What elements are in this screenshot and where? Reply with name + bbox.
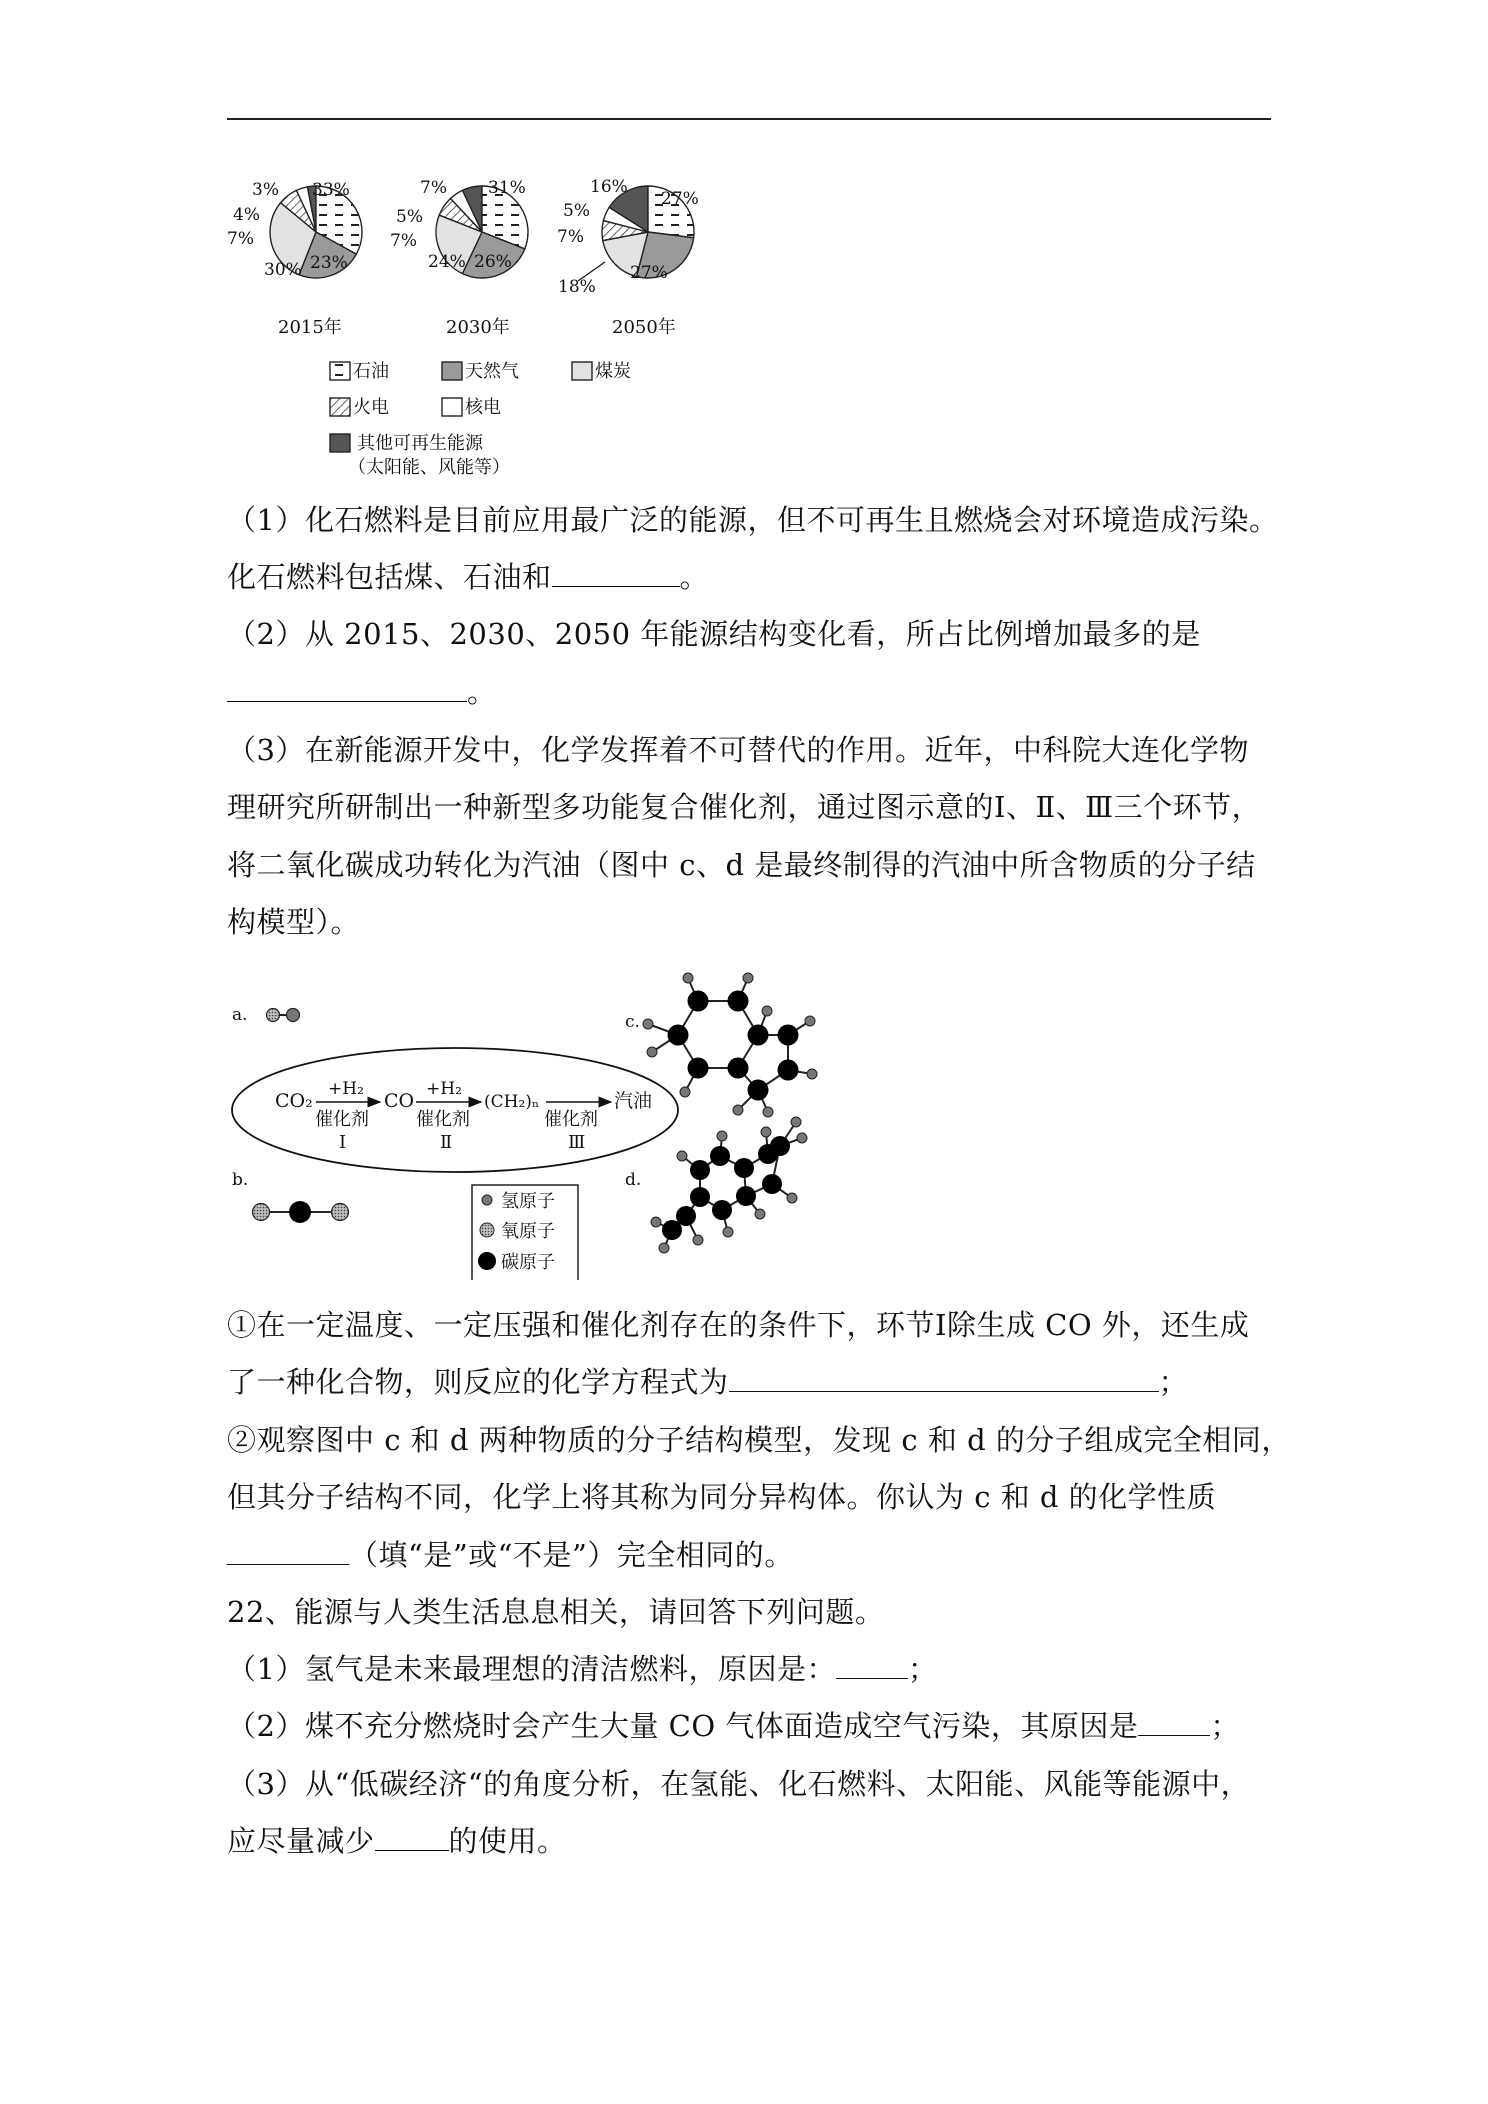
- legend-thermal: 火电: [353, 397, 389, 418]
- co2-formula: CO₂: [275, 1090, 313, 1112]
- q3-line4: 构模型）。: [227, 905, 361, 939]
- q3-sub2-line3-text: （填“是”或“不是”）完全相同的。: [349, 1538, 794, 1572]
- co-formula: CO: [384, 1090, 415, 1112]
- molecule-d: [651, 1117, 807, 1253]
- molecule-a: [267, 1009, 300, 1022]
- label-2030-thermal: 7%: [390, 231, 417, 251]
- q3-sub1-line2-end: ；: [1158, 1365, 1189, 1399]
- label-2050-nuclear: 5%: [563, 201, 590, 221]
- q22-p3-blank[interactable]: [375, 1822, 449, 1851]
- label-2050-gas: 27%: [630, 263, 668, 283]
- label-2050-oil: 27%: [661, 189, 699, 209]
- legend-oil: 石油: [353, 361, 389, 382]
- molecule-b: [253, 1201, 349, 1223]
- gasoline-label: 汽油: [614, 1090, 653, 1112]
- label-d: d.: [625, 1170, 642, 1190]
- q1-line2-end: 。: [679, 560, 710, 594]
- q3-sub2-line3: [227, 1535, 794, 1575]
- step-2: Ⅱ: [440, 1132, 453, 1153]
- q22-p2: [227, 1706, 1240, 1746]
- q3-sub2-line2: 但其分子结构不同，化学上将其称为同分异构体。你认为 c 和 d 的化学性质: [227, 1480, 1217, 1514]
- molecule-c: [643, 973, 817, 1117]
- cat-2: 催化剂: [416, 1109, 470, 1130]
- q1-line1: （1）化石燃料是目前应用最广泛的能源，但不可再生且燃烧会对环境造成污染。: [227, 503, 1279, 537]
- label-2015-thermal: 7%: [227, 229, 254, 249]
- label-2015-oil: 33%: [312, 180, 350, 200]
- label-2015-gas: 23%: [310, 253, 348, 273]
- q22-p1-end: ；: [907, 1652, 938, 1686]
- label-2050-thermal: 7%: [557, 227, 584, 247]
- q1-answer-blank[interactable]: [552, 558, 680, 587]
- label-2015-nuclear: 4%: [233, 205, 260, 225]
- equation-answer-blank[interactable]: [729, 1363, 1159, 1392]
- legend-other-note: （太阳能、风能等）: [348, 457, 510, 478]
- label-b: b.: [232, 1170, 249, 1190]
- q22-p3-line1: （3）从“低碳经济“的角度分析，在氢能、化石燃料、太阳能、风能等能源中，: [227, 1767, 1251, 1801]
- label-2050-other: 16%: [590, 177, 628, 197]
- atom-legend: [472, 1185, 578, 1280]
- step-3: Ⅲ: [568, 1132, 586, 1153]
- q3-sub1-line1: ①在一定温度、一定压强和催化剂存在的条件下，环节Ⅰ除生成 CO 外，还生成: [227, 1308, 1250, 1342]
- q22-p3-line2-end: 的使用。: [448, 1824, 567, 1858]
- step-1: Ⅰ: [339, 1132, 347, 1153]
- legend-nuclear: 核电: [465, 397, 501, 418]
- q3-line2: 理研究所研制出一种新型多功能复合催化剂，通过图示意的Ⅰ、Ⅱ、Ⅲ三个环节，: [227, 790, 1262, 824]
- ch2n-formula: (CH₂)ₙ: [484, 1092, 540, 1112]
- label-a: a.: [232, 1005, 248, 1025]
- year-2015: 2015年: [278, 317, 342, 338]
- label-2030-coal: 24%: [428, 252, 466, 272]
- q22-p2-end: ；: [1210, 1709, 1240, 1743]
- q22-p2-text: （2）煤不充分燃烧时会产生大量 CO 气体面造成空气污染，其原因是: [227, 1709, 1139, 1743]
- label-2015-coal: 30%: [264, 260, 302, 280]
- q2-line1: （2）从 2015、2030、2050 年能源结构变化看，所占比例增加最多的是: [227, 617, 1201, 651]
- co2-to-gasoline-diagram: [220, 960, 840, 1280]
- legend-hydrogen: 氢原子: [501, 1191, 555, 1212]
- legend-gas: 天然气: [465, 361, 519, 382]
- label-2030-oil: 31%: [488, 178, 526, 198]
- q1-line2-text: 化石燃料包括煤、石油和: [227, 560, 552, 594]
- year-2050: 2050年: [612, 317, 676, 338]
- q1-line2: [227, 557, 709, 597]
- header-rule: [227, 118, 1271, 120]
- q22-p2-blank[interactable]: [1138, 1707, 1210, 1736]
- q2-line2-end: 。: [467, 675, 497, 709]
- q3-sub2-line1: ②观察图中 c 和 d 两种物质的分子结构模型，发现 c 和 d 的分子组成完全相同，: [227, 1423, 1291, 1457]
- legend-oxygen: 氧原子: [501, 1221, 555, 1242]
- q3-sub1-line2-text: 了一种化合物，则反应的化学方程式为: [227, 1365, 729, 1399]
- label-c: c.: [625, 1012, 640, 1032]
- label-2030-other: 7%: [420, 178, 447, 198]
- label-2030-gas: 26%: [474, 252, 512, 272]
- label-2030-nuclear: 5%: [396, 207, 423, 227]
- q22-p3-line2-text: 应尽量减少: [227, 1824, 375, 1858]
- q22-p1-text: （1）氢气是未来最理想的清洁燃料，原因是：: [227, 1652, 836, 1686]
- h2-2: +H₂: [426, 1079, 462, 1099]
- q3-sub1-line2: [227, 1362, 1188, 1402]
- q2-answer-blank[interactable]: [227, 673, 467, 702]
- year-2030: 2030年: [446, 317, 510, 338]
- q2-line2: [227, 672, 497, 712]
- label-2015-other: 3%: [252, 180, 279, 200]
- energy-pie-charts: [220, 170, 740, 490]
- label-2050-coal: 18%: [558, 277, 596, 297]
- q3-line3: 将二氧化碳成功转化为汽油（图中 c、d 是最终制得的汽油中所含物质的分子结: [227, 848, 1256, 882]
- q22-p3-line2: [227, 1821, 567, 1861]
- q22-p1: [227, 1649, 937, 1689]
- legend-carbon: 碳原子: [501, 1252, 555, 1273]
- legend-other: 其他可再生能源: [357, 433, 483, 454]
- pie-legend: [330, 361, 631, 478]
- q3-line1: （3）在新能源开发中，化学发挥着不可替代的作用。近年，中科院大连化学物: [227, 733, 1249, 767]
- cat-3: 催化剂: [544, 1109, 598, 1130]
- h2-1: +H₂: [328, 1079, 364, 1099]
- legend-coal: 煤炭: [595, 361, 631, 382]
- q22-p1-blank[interactable]: [836, 1650, 908, 1679]
- q22-title: 22、能源与人类生活息息相关，请回答下列问题。: [227, 1595, 885, 1629]
- isomer-answer-blank[interactable]: [227, 1536, 349, 1565]
- cat-1: 催化剂: [315, 1109, 369, 1130]
